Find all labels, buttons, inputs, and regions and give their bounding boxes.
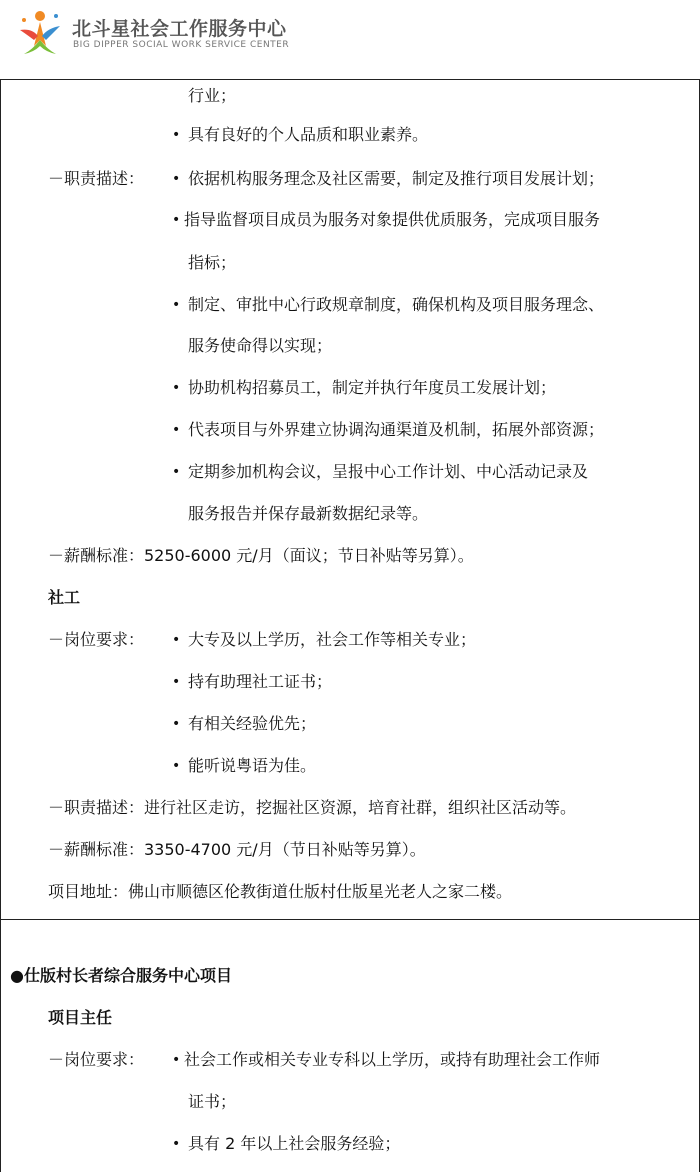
bullet-icon: •: [172, 674, 181, 690]
requirement-label: －岗位要求：: [48, 1050, 145, 1069]
requirement-continuation: 行业；: [188, 86, 237, 105]
bullet-icon: •: [172, 171, 181, 187]
salary-line: －薪酬标准：3350-4700 元/月（节日补贴等另算）。: [48, 840, 426, 859]
bullet-icon: •: [172, 127, 181, 143]
address-line: 项目地址：佛山市顺德区伦教街道仕版村仕版星光老人之家二楼。: [48, 882, 513, 901]
requirement-item-cont: 证书；: [188, 1092, 237, 1111]
requirement-item: 有相关经验优先；: [188, 714, 317, 733]
bullet-icon: •: [172, 380, 181, 396]
duty-item: 依据机构服务理念及社区需要，制定及推行项目发展计划；: [188, 169, 605, 188]
content-box-1: [0, 79, 700, 920]
duty-line: －职责描述：进行社区走访，挖掘社区资源，培育社群，组织社区活动等。: [48, 798, 577, 817]
duty-item: 协助机构招募员工，制定并执行年度员工发展计划；: [188, 378, 557, 397]
requirement-item: 能听说粤语为佳。: [188, 756, 317, 775]
duty-item: 代表项目与外界建立协调沟通渠道及机制，拓展外部资源；: [188, 420, 605, 439]
org-name-en: BIG DIPPER SOCIAL WORK SERVICE CENTER: [73, 40, 290, 50]
bullet-icon: •: [172, 1136, 181, 1152]
requirement-label: －岗位要求：: [48, 630, 145, 649]
duty-item-cont: 指标；: [188, 253, 237, 272]
requirement-item: 具有 2 年以上社会服务经验；: [188, 1134, 401, 1153]
project-title: ●仕版村长者综合服务中心项目: [10, 966, 232, 985]
salary-line: －薪酬标准：5250-6000 元/月（面议；节日补贴等另算）。: [48, 546, 474, 565]
bullet-icon: •: [172, 716, 181, 732]
page-header: [0, 0, 700, 80]
requirement-item: 持有助理社工证书；: [188, 672, 333, 691]
bullet-icon: •: [172, 212, 181, 228]
duty-label: －职责描述：: [48, 169, 145, 188]
requirement-item: 社会工作或相关专业专科以上学历，或持有助理社会工作师: [184, 1050, 601, 1069]
org-name-cn: 北斗星社会工作服务中心: [72, 18, 287, 40]
bullet-icon: •: [172, 1052, 181, 1068]
bullet-icon: •: [172, 758, 181, 774]
bullet-icon: •: [172, 464, 181, 480]
duty-item: 制定、审批中心行政规章制度，确保机构及项目服务理念、: [188, 295, 605, 314]
duty-item: 定期参加机构会议，呈报中心工作计划、中心活动记录及: [188, 462, 589, 481]
bullet-icon: •: [172, 632, 181, 648]
role-title: 社工: [48, 588, 81, 607]
big-dipper-logo-icon: [14, 6, 66, 58]
duty-item: 指导监督项目成员为服务对象提供优质服务，完成项目服务: [184, 210, 601, 229]
duty-item-cont: 服务报告并保存最新数据纪录等。: [188, 504, 429, 523]
requirement-item: 具有良好的个人品质和职业素养。: [188, 125, 429, 144]
bullet-icon: •: [172, 422, 181, 438]
role-title: 项目主任: [48, 1008, 113, 1027]
bullet-icon: •: [172, 297, 181, 313]
duty-item-cont: 服务使命得以实现；: [188, 336, 333, 355]
requirement-item: 大专及以上学历，社会工作等相关专业；: [188, 630, 477, 649]
